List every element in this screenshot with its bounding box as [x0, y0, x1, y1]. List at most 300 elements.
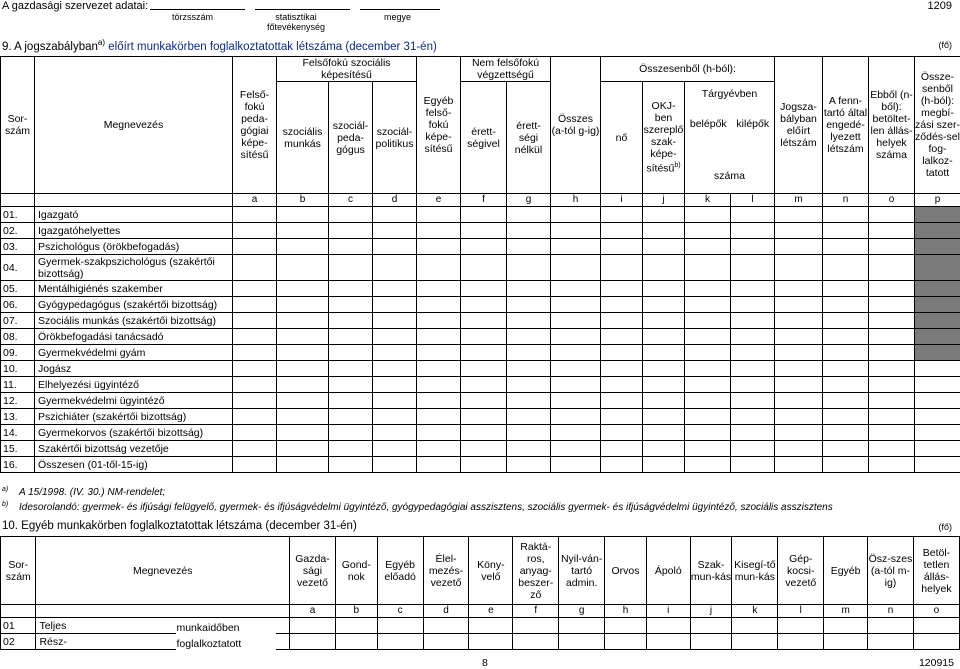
data-cell[interactable]	[915, 457, 960, 473]
data-cell[interactable]	[551, 223, 601, 239]
row-name: Pszichiáter (szakértői bizottság)	[35, 409, 233, 425]
data-cell[interactable]	[775, 377, 823, 393]
field-line-torzsszam[interactable]	[150, 8, 245, 10]
data-cell[interactable]	[731, 207, 775, 223]
data-cell[interactable]	[233, 409, 277, 425]
data-cell[interactable]	[775, 255, 823, 281]
s10-data-cell[interactable]	[469, 634, 513, 650]
s10-header-o: Betöl-tetlen állás-helyek	[913, 537, 959, 605]
s10-data-cell[interactable]	[824, 618, 868, 634]
data-cell[interactable]	[373, 207, 417, 223]
data-cell[interactable]	[823, 223, 869, 239]
data-cell[interactable]	[775, 345, 823, 361]
s10-data-cell[interactable]	[690, 634, 732, 650]
data-cell[interactable]	[775, 239, 823, 255]
data-cell[interactable]	[329, 409, 373, 425]
data-cell[interactable]	[869, 223, 915, 239]
data-cell[interactable]	[775, 441, 823, 457]
data-cell[interactable]	[775, 361, 823, 377]
data-cell[interactable]	[731, 255, 775, 281]
data-cell[interactable]	[601, 313, 643, 329]
data-cell[interactable]	[551, 345, 601, 361]
header-k: belépők	[689, 118, 727, 130]
data-cell[interactable]	[869, 457, 915, 473]
data-cell[interactable]	[329, 297, 373, 313]
data-cell[interactable]	[643, 207, 685, 223]
s10-data-cell[interactable]	[335, 618, 377, 634]
data-cell[interactable]	[233, 223, 277, 239]
data-cell[interactable]	[233, 239, 277, 255]
data-cell[interactable]	[731, 409, 775, 425]
data-cell[interactable]	[277, 457, 329, 473]
data-cell[interactable]	[329, 441, 373, 457]
data-cell[interactable]	[775, 457, 823, 473]
data-cell[interactable]	[507, 345, 551, 361]
data-cell[interactable]	[277, 281, 329, 297]
data-cell[interactable]	[601, 441, 643, 457]
data-cell[interactable]	[775, 207, 823, 223]
data-cell[interactable]	[277, 297, 329, 313]
data-cell[interactable]	[507, 207, 551, 223]
data-cell[interactable]	[643, 345, 685, 361]
data-cell[interactable]	[775, 297, 823, 313]
data-cell[interactable]	[233, 297, 277, 313]
row-name: Mentálhigiénés szakember	[35, 281, 233, 297]
data-cell[interactable]	[643, 297, 685, 313]
data-cell[interactable]	[277, 409, 329, 425]
data-cell[interactable]	[329, 255, 373, 281]
data-cell[interactable]	[329, 239, 373, 255]
data-cell[interactable]	[823, 255, 869, 281]
data-cell[interactable]	[869, 393, 915, 409]
data-cell[interactable]	[461, 409, 507, 425]
data-cell[interactable]	[869, 329, 915, 345]
data-cell[interactable]	[507, 297, 551, 313]
data-cell[interactable]	[233, 457, 277, 473]
s10-header-c: Egyéb előadó	[377, 537, 423, 605]
s10-data-cell[interactable]	[824, 634, 868, 650]
data-cell[interactable]	[643, 441, 685, 457]
data-cell[interactable]	[417, 345, 461, 361]
data-cell[interactable]	[551, 425, 601, 441]
data-cell[interactable]	[915, 361, 960, 377]
data-cell[interactable]	[643, 329, 685, 345]
s10-data-cell[interactable]	[559, 634, 605, 650]
data-cell[interactable]	[507, 393, 551, 409]
data-cell[interactable]	[277, 223, 329, 239]
data-cell[interactable]	[329, 345, 373, 361]
data-cell[interactable]	[417, 313, 461, 329]
data-cell[interactable]	[731, 393, 775, 409]
data-cell[interactable]	[551, 361, 601, 377]
data-cell[interactable]	[329, 393, 373, 409]
data-cell[interactable]	[685, 297, 731, 313]
data-cell[interactable]	[731, 377, 775, 393]
form-code: 1209	[927, 0, 952, 12]
data-cell[interactable]	[417, 393, 461, 409]
data-cell[interactable]	[277, 345, 329, 361]
data-cell[interactable]	[643, 313, 685, 329]
data-cell[interactable]	[461, 297, 507, 313]
data-cell[interactable]	[551, 457, 601, 473]
data-cell[interactable]	[233, 281, 277, 297]
data-cell[interactable]	[417, 441, 461, 457]
data-cell[interactable]	[685, 425, 731, 441]
data-cell[interactable]	[643, 377, 685, 393]
data-cell[interactable]	[685, 361, 731, 377]
data-cell[interactable]	[233, 441, 277, 457]
data-cell[interactable]	[643, 255, 685, 281]
data-cell[interactable]	[823, 281, 869, 297]
data-cell[interactable]	[507, 239, 551, 255]
data-cell[interactable]	[685, 239, 731, 255]
data-cell[interactable]	[731, 425, 775, 441]
data-cell[interactable]	[551, 313, 601, 329]
s10-data-cell[interactable]	[290, 618, 336, 634]
data-cell[interactable]	[685, 377, 731, 393]
data-cell[interactable]	[731, 457, 775, 473]
data-cell[interactable]	[277, 425, 329, 441]
data-cell[interactable]	[461, 239, 507, 255]
data-cell[interactable]	[277, 239, 329, 255]
data-cell[interactable]	[373, 377, 417, 393]
data-cell[interactable]	[685, 207, 731, 223]
data-cell[interactable]	[551, 377, 601, 393]
data-cell[interactable]	[823, 361, 869, 377]
data-cell[interactable]	[601, 239, 643, 255]
data-cell[interactable]	[233, 377, 277, 393]
data-cell[interactable]	[823, 393, 869, 409]
data-cell[interactable]	[461, 329, 507, 345]
s10-data-cell[interactable]	[868, 634, 914, 650]
data-cell[interactable]	[461, 223, 507, 239]
data-cell[interactable]	[329, 425, 373, 441]
data-cell[interactable]	[329, 377, 373, 393]
data-cell[interactable]	[417, 457, 461, 473]
s10-data-cell[interactable]	[513, 618, 559, 634]
s10-data-cell[interactable]	[868, 618, 914, 634]
data-cell[interactable]	[461, 457, 507, 473]
data-cell[interactable]	[233, 345, 277, 361]
data-cell[interactable]	[915, 409, 960, 425]
data-cell[interactable]	[601, 297, 643, 313]
data-cell[interactable]	[731, 239, 775, 255]
data-cell[interactable]	[643, 457, 685, 473]
data-cell[interactable]	[823, 329, 869, 345]
data-cell[interactable]	[601, 345, 643, 361]
data-cell[interactable]	[601, 329, 643, 345]
data-cell[interactable]	[233, 361, 277, 377]
data-cell[interactable]	[417, 297, 461, 313]
letter-row	[1, 194, 960, 207]
data-cell[interactable]	[601, 281, 643, 297]
label-megye: megye	[384, 12, 412, 22]
data-cell[interactable]	[277, 313, 329, 329]
data-cell[interactable]	[329, 281, 373, 297]
data-cell[interactable]	[869, 361, 915, 377]
data-cell[interactable]	[823, 409, 869, 425]
data-cell[interactable]	[417, 255, 461, 281]
s10-data-cell[interactable]	[559, 618, 605, 634]
data-cell[interactable]	[461, 393, 507, 409]
data-cell[interactable]	[329, 207, 373, 223]
data-cell[interactable]	[823, 377, 869, 393]
data-cell[interactable]	[775, 393, 823, 409]
data-cell[interactable]	[869, 409, 915, 425]
data-cell[interactable]	[507, 281, 551, 297]
field-line-megye[interactable]	[360, 8, 440, 10]
data-cell[interactable]	[643, 425, 685, 441]
header-g: érett-ségi nélkül	[507, 82, 551, 194]
data-cell[interactable]	[507, 255, 551, 281]
s10-data-cell[interactable]	[732, 634, 778, 650]
data-cell[interactable]	[823, 207, 869, 223]
data-cell[interactable]	[915, 425, 960, 441]
data-cell[interactable]	[417, 361, 461, 377]
data-cell[interactable]	[731, 329, 775, 345]
s10-data-cell[interactable]	[513, 634, 559, 650]
data-cell[interactable]	[461, 361, 507, 377]
data-cell[interactable]	[601, 361, 643, 377]
data-cell[interactable]	[461, 441, 507, 457]
data-cell[interactable]	[329, 313, 373, 329]
data-cell[interactable]	[775, 329, 823, 345]
data-cell[interactable]	[417, 425, 461, 441]
s10-data-cell[interactable]	[469, 618, 513, 634]
data-cell[interactable]	[601, 223, 643, 239]
data-cell[interactable]	[685, 457, 731, 473]
data-cell[interactable]	[915, 393, 960, 409]
s10-data-cell[interactable]	[605, 618, 647, 634]
data-cell[interactable]	[551, 207, 601, 223]
data-cell[interactable]	[373, 425, 417, 441]
data-cell[interactable]	[551, 297, 601, 313]
data-cell[interactable]	[277, 255, 329, 281]
data-cell[interactable]	[823, 297, 869, 313]
data-cell[interactable]	[869, 255, 915, 281]
data-cell[interactable]	[823, 425, 869, 441]
s10-table-row	[1, 634, 960, 650]
data-cell[interactable]	[373, 361, 417, 377]
data-cell[interactable]	[417, 281, 461, 297]
s10-data-cell[interactable]	[290, 634, 336, 650]
data-cell[interactable]	[869, 297, 915, 313]
data-cell[interactable]	[461, 313, 507, 329]
data-cell[interactable]	[507, 377, 551, 393]
data-cell[interactable]	[775, 425, 823, 441]
s10-data-cell[interactable]	[605, 634, 647, 650]
data-cell[interactable]	[373, 409, 417, 425]
data-cell[interactable]	[685, 313, 731, 329]
data-cell[interactable]	[551, 281, 601, 297]
data-cell[interactable]	[601, 255, 643, 281]
data-cell[interactable]	[373, 255, 417, 281]
data-cell[interactable]	[823, 313, 869, 329]
data-cell[interactable]	[233, 329, 277, 345]
data-cell[interactable]	[373, 329, 417, 345]
data-cell[interactable]	[329, 361, 373, 377]
data-cell[interactable]	[731, 345, 775, 361]
data-cell[interactable]	[329, 329, 373, 345]
data-cell[interactable]	[277, 329, 329, 345]
data-cell[interactable]	[373, 313, 417, 329]
data-cell[interactable]	[685, 329, 731, 345]
table-row	[1, 441, 960, 457]
s10-data-cell[interactable]	[913, 618, 959, 634]
data-cell[interactable]	[685, 255, 731, 281]
data-cell[interactable]	[507, 313, 551, 329]
data-cell[interactable]	[869, 425, 915, 441]
data-cell[interactable]	[869, 441, 915, 457]
data-cell[interactable]	[373, 297, 417, 313]
data-cell[interactable]	[685, 281, 731, 297]
s10-data-cell[interactable]	[377, 618, 423, 634]
data-cell[interactable]	[643, 409, 685, 425]
data-cell[interactable]	[461, 207, 507, 223]
data-cell[interactable]	[373, 239, 417, 255]
s10-data-cell[interactable]	[646, 634, 690, 650]
s10-data-cell[interactable]	[423, 618, 469, 634]
data-cell[interactable]	[507, 457, 551, 473]
data-cell[interactable]	[507, 441, 551, 457]
data-cell[interactable]	[507, 409, 551, 425]
data-cell[interactable]	[329, 457, 373, 473]
header-p: Össze-senből (h-ból): megbí-zási szer-ződés-sel fog-lalkoz-tatott	[915, 57, 960, 194]
s10-data-cell[interactable]	[377, 634, 423, 650]
data-cell[interactable]	[551, 239, 601, 255]
data-cell[interactable]	[775, 409, 823, 425]
data-cell[interactable]	[775, 223, 823, 239]
label-fotevekenyseg: statisztikai főtevékenység	[266, 12, 326, 32]
data-cell[interactable]	[233, 255, 277, 281]
data-cell[interactable]	[731, 361, 775, 377]
data-cell[interactable]	[823, 441, 869, 457]
data-cell[interactable]	[461, 255, 507, 281]
data-cell[interactable]	[277, 441, 329, 457]
data-cell[interactable]	[417, 239, 461, 255]
data-cell[interactable]	[601, 409, 643, 425]
data-cell[interactable]	[685, 393, 731, 409]
data-cell[interactable]	[461, 345, 507, 361]
s10-data-cell[interactable]	[335, 634, 377, 650]
data-cell[interactable]	[551, 409, 601, 425]
data-cell[interactable]	[461, 425, 507, 441]
data-cell[interactable]	[507, 223, 551, 239]
data-cell[interactable]	[601, 207, 643, 223]
row-number: 14.	[1, 425, 35, 441]
data-cell[interactable]	[731, 441, 775, 457]
data-cell[interactable]	[685, 409, 731, 425]
data-cell[interactable]	[643, 361, 685, 377]
data-cell[interactable]	[507, 425, 551, 441]
data-cell[interactable]	[731, 313, 775, 329]
data-cell[interactable]	[685, 441, 731, 457]
data-cell[interactable]	[417, 207, 461, 223]
data-cell[interactable]	[869, 345, 915, 361]
data-cell[interactable]	[277, 207, 329, 223]
s10-data-cell[interactable]	[646, 618, 690, 634]
data-cell[interactable]	[643, 281, 685, 297]
data-cell[interactable]	[869, 313, 915, 329]
s10-data-cell[interactable]	[423, 634, 469, 650]
data-cell[interactable]	[417, 329, 461, 345]
data-cell[interactable]	[823, 345, 869, 361]
data-cell[interactable]	[823, 239, 869, 255]
s10-column-letter-n: n	[868, 605, 914, 618]
data-cell[interactable]	[233, 393, 277, 409]
s10-data-cell[interactable]	[913, 634, 959, 650]
data-cell[interactable]	[417, 409, 461, 425]
data-cell[interactable]	[233, 313, 277, 329]
data-cell[interactable]	[277, 393, 329, 409]
data-cell[interactable]	[461, 281, 507, 297]
data-cell[interactable]	[373, 281, 417, 297]
data-cell[interactable]	[373, 223, 417, 239]
s10-data-cell[interactable]	[778, 634, 824, 650]
data-cell[interactable]	[775, 281, 823, 297]
data-cell[interactable]	[277, 377, 329, 393]
data-cell[interactable]	[551, 255, 601, 281]
data-cell[interactable]	[233, 207, 277, 223]
data-cell[interactable]	[507, 329, 551, 345]
data-cell[interactable]	[417, 377, 461, 393]
field-line-fotevekenyseg[interactable]	[255, 8, 350, 10]
data-cell[interactable]	[551, 441, 601, 457]
data-cell[interactable]	[373, 457, 417, 473]
s10-data-cell[interactable]	[690, 618, 732, 634]
data-cell[interactable]	[915, 441, 960, 457]
data-cell[interactable]	[775, 313, 823, 329]
data-cell[interactable]	[329, 223, 373, 239]
data-cell[interactable]	[277, 361, 329, 377]
data-cell[interactable]	[685, 345, 731, 361]
data-cell[interactable]	[601, 393, 643, 409]
data-cell[interactable]	[869, 377, 915, 393]
data-cell[interactable]	[643, 239, 685, 255]
data-cell[interactable]	[643, 393, 685, 409]
data-cell[interactable]	[551, 393, 601, 409]
s10-data-cell[interactable]	[778, 618, 824, 634]
data-cell[interactable]	[731, 281, 775, 297]
data-cell[interactable]	[551, 329, 601, 345]
data-cell[interactable]	[685, 223, 731, 239]
data-cell[interactable]	[823, 457, 869, 473]
header-i: nő	[601, 82, 643, 194]
data-cell[interactable]	[373, 441, 417, 457]
data-cell[interactable]	[461, 377, 507, 393]
data-cell[interactable]	[373, 393, 417, 409]
data-cell[interactable]	[601, 457, 643, 473]
data-cell[interactable]	[601, 425, 643, 441]
data-cell[interactable]	[915, 377, 960, 393]
data-cell[interactable]	[869, 239, 915, 255]
s10-table-row	[1, 618, 960, 634]
data-cell[interactable]	[417, 223, 461, 239]
data-cell[interactable]	[731, 297, 775, 313]
data-cell[interactable]	[869, 207, 915, 223]
data-cell[interactable]	[601, 377, 643, 393]
row-number: 06.	[1, 297, 35, 313]
s10-data-cell[interactable]	[732, 618, 778, 634]
data-cell[interactable]	[643, 223, 685, 239]
header-o: Ebből (n-ből): betöltet-len állás-helyek száma	[869, 57, 915, 194]
column-letter-g: g	[507, 194, 551, 207]
data-cell[interactable]	[233, 425, 277, 441]
data-cell[interactable]	[869, 281, 915, 297]
data-cell[interactable]	[731, 223, 775, 239]
data-cell[interactable]	[373, 345, 417, 361]
data-cell[interactable]	[507, 361, 551, 377]
